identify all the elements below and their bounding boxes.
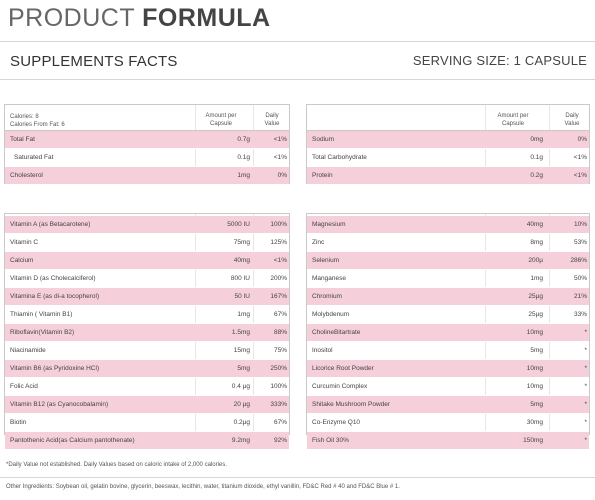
table-row [5, 306, 289, 324]
table-row [307, 252, 589, 270]
amount-header-2: Capsule [209, 121, 232, 127]
nutrient-daily-value: * [584, 329, 587, 336]
nutrient-amount: 800 IU [230, 275, 250, 282]
title-divider [0, 41, 595, 42]
section-title: SUPPLEMENTS FACTS [10, 53, 178, 70]
nutrient-name: Licorice Root Powder [312, 365, 374, 372]
nutrient-amount: 10mg [526, 383, 543, 390]
nutrient-name: Vitamin A (as Betacarotene) [10, 221, 91, 228]
table-row [5, 432, 289, 450]
table-row [307, 342, 589, 360]
title-bold: FORMULA [142, 4, 271, 32]
nutrient-name: Vitamin D (as Cholecalciferol) [10, 275, 96, 282]
table-row [307, 324, 589, 342]
nutrient-amount: 8mg [530, 239, 543, 246]
nutrient-amount: 1.5mg [231, 329, 250, 336]
nutrient-name: Cholesterol [10, 172, 43, 179]
nutrient-name: Fish Oil 30% [312, 437, 349, 444]
table-row [5, 149, 289, 167]
nutrient-amount: 5mg [530, 347, 543, 354]
table-row [5, 342, 289, 360]
nutrient-daily-value: * [584, 401, 587, 408]
nutrient-amount: 150mg [523, 437, 543, 444]
nutrient-name: Riboflavin(Vitamin B2) [10, 329, 75, 336]
nutrient-amount: 0.7g [237, 136, 250, 143]
nutrient-daily-value: * [584, 437, 587, 444]
nutrient-amount: 40mg [526, 221, 543, 228]
nutrient-name: Manganese [312, 275, 346, 282]
nutrient-amount: 25µg [528, 311, 543, 318]
nutrient-name: Zinc [312, 239, 325, 246]
nutrient-name: Niacinamide [10, 347, 46, 354]
table-row [307, 432, 589, 450]
nutrient-name: CholineBitartrate [312, 329, 361, 336]
nutrient-name: Biotin [10, 419, 27, 426]
table-row [307, 234, 589, 252]
nutrient-amount: 0.1g [530, 154, 543, 161]
nutrient-daily-value: * [584, 347, 587, 354]
nutrient-name: Vitamin B6 (as Pyridoxine HCl) [10, 365, 100, 372]
macro-panel-left [4, 104, 290, 184]
table-row [307, 288, 589, 306]
nutrient-amount: 10mg [526, 365, 543, 372]
nutrient-daily-value: 125% [270, 239, 287, 246]
table-row [5, 234, 289, 252]
dv-header: Daily [265, 113, 279, 119]
section-divider [0, 79, 595, 80]
calories-label: Calories: 8 [10, 114, 39, 120]
table-row [307, 149, 589, 167]
nutrient-amount: 15mg [233, 347, 250, 354]
nutrient-amount: 10mg [526, 329, 543, 336]
nutrient-amount: 25µg [528, 293, 543, 300]
minerals-panel [306, 213, 590, 444]
mineral-rows [307, 214, 589, 450]
nutrient-name: Total Fat [10, 136, 35, 143]
nutrient-amount: 75mg [233, 239, 250, 246]
nutrient-name: Inositol [312, 347, 333, 354]
nutrient-amount: 0.2µg [233, 419, 250, 426]
vitamin-rows [5, 214, 289, 450]
nutrient-amount: 0.4 µg [231, 383, 250, 390]
dv-header: Daily [565, 113, 579, 119]
nutrient-daily-value: <1% [573, 154, 587, 161]
nutrient-name: Folic Acid [10, 383, 38, 390]
serving-size: SERVING SIZE: 1 CAPSULE [412, 53, 587, 68]
nutrient-daily-value: 167% [270, 293, 287, 300]
nutrient-daily-value: 250% [270, 365, 287, 372]
table-row [307, 270, 589, 288]
table-row [5, 270, 289, 288]
title-light: PRODUCT [8, 4, 143, 32]
nutrient-name: Total Carbohydrate [312, 154, 367, 161]
dv-header-2: Value [564, 121, 580, 127]
nutrient-daily-value: <1% [273, 257, 287, 264]
nutrient-daily-value: 50% [573, 275, 587, 282]
other-ingredients: Other Ingredients: Soybean oil, gelatin bovine, glycerin, beeswax, lecithin, water, titanium dioxide, ethyl vanillin, FD&C Red # 40 and FD&C Blue # 1. [6, 484, 400, 490]
nutrient-name: Molybdenum [312, 311, 350, 318]
macro-panel-right [306, 104, 590, 184]
table-row [5, 414, 289, 432]
amount-header: Amount per [205, 113, 237, 119]
table-row [5, 360, 289, 378]
table-row [307, 216, 589, 234]
nutrient-daily-value: 286% [570, 257, 587, 264]
nutrient-daily-value: 92% [273, 437, 287, 444]
table-row [5, 167, 289, 185]
table-row [307, 378, 589, 396]
nutrient-daily-value: 200% [270, 275, 287, 282]
nutrient-daily-value: 88% [273, 329, 287, 336]
table-row [307, 167, 589, 185]
amount-header: Amount per [497, 113, 529, 119]
nutrient-daily-value: 333% [270, 401, 287, 408]
nutrient-amount: 200µ [528, 257, 543, 264]
nutrient-name: Thiamin ( Vitamin B1) [10, 311, 73, 318]
table-row [5, 216, 289, 234]
nutrient-amount: 0.1g [237, 154, 250, 161]
nutrient-daily-value: 21% [573, 293, 587, 300]
nutrient-amount: 1mg [530, 275, 543, 282]
nutrient-daily-value: <1% [273, 154, 287, 161]
table-row [5, 288, 289, 306]
nutrient-amount: 0mg [530, 136, 543, 143]
nutrient-daily-value: * [584, 419, 587, 426]
nutrient-daily-value: <1% [573, 172, 587, 179]
nutrient-daily-value: 67% [273, 419, 287, 426]
page-title [8, 4, 271, 33]
table-row [5, 378, 289, 396]
nutrient-name: Curcumin Complex [312, 383, 368, 390]
nutrient-name: Calcium [10, 257, 34, 264]
nutrient-daily-value: 10% [573, 221, 587, 228]
nutrient-name: Chromium [312, 293, 342, 300]
nutrient-name: Sodium [312, 136, 335, 143]
nutrient-daily-value: * [584, 365, 587, 372]
nutrient-daily-value: <1% [273, 136, 287, 143]
nutrient-daily-value: 100% [270, 221, 287, 228]
amount-header-2: Capsule [501, 121, 524, 127]
nutrient-name: Selenium [312, 257, 340, 264]
dv-header-2: Value [264, 121, 280, 127]
nutrient-name: Vitamina E (as di-a tocopherol) [10, 293, 100, 300]
table-row [5, 396, 289, 414]
nutrient-amount: 9.2mg [231, 437, 250, 444]
nutrient-name: Protein [312, 172, 333, 179]
nutrient-name: Shitake Mushroom Powder [312, 401, 391, 408]
nutrient-daily-value: 75% [273, 347, 287, 354]
nutrient-daily-value: 0% [577, 136, 587, 143]
table-row [5, 252, 289, 270]
table-row [307, 360, 589, 378]
nutrient-name: Magnesium [312, 221, 346, 228]
macro-right-rows [307, 131, 589, 185]
table-row [5, 131, 289, 149]
nutrient-amount: 1mg [237, 311, 250, 318]
nutrient-amount: 0.2g [530, 172, 543, 179]
table-row [307, 396, 589, 414]
nutrient-amount: 30mg [526, 419, 543, 426]
footer-divider [0, 477, 595, 478]
nutrient-amount: 20 µg [233, 401, 250, 408]
nutrient-daily-value: * [584, 383, 587, 390]
nutrient-name: Saturated Fat [14, 154, 54, 161]
daily-value-footnote: *Daily Value not established. Daily Values based on caloric intake of 2,000 calories. [6, 462, 227, 468]
macro-left-rows [5, 131, 289, 185]
nutrient-daily-value: 100% [270, 383, 287, 390]
nutrient-daily-value: 53% [573, 239, 587, 246]
vitamins-panel [4, 213, 290, 444]
nutrient-daily-value: 0% [277, 172, 287, 179]
table-row [307, 414, 589, 432]
macro-left-header [5, 105, 289, 131]
table-row [5, 324, 289, 342]
nutrient-name: Vitamin C [10, 239, 39, 246]
nutrient-amount: 50 IU [234, 293, 250, 300]
nutrient-amount: 5mg [530, 401, 543, 408]
nutrient-amount: 1mg [237, 172, 250, 179]
table-row [307, 306, 589, 324]
nutrient-daily-value: 33% [573, 311, 587, 318]
nutrient-name: Pantothenic Acid(as Calcium pantothenate) [10, 437, 135, 444]
nutrient-name: Co-Enzyme Q10 [312, 419, 361, 426]
calories-fat-label: Calories From Fat: 6 [10, 122, 65, 128]
nutrient-name: Vitamin B12 (as Cyanocobalamin) [10, 401, 109, 408]
nutrient-amount: 40mg [233, 257, 250, 264]
macro-right-header [307, 105, 589, 131]
nutrient-daily-value: 67% [273, 311, 287, 318]
nutrient-amount: 5000 IU [227, 221, 250, 228]
nutrient-amount: 5mg [237, 365, 250, 372]
table-row [307, 131, 589, 149]
